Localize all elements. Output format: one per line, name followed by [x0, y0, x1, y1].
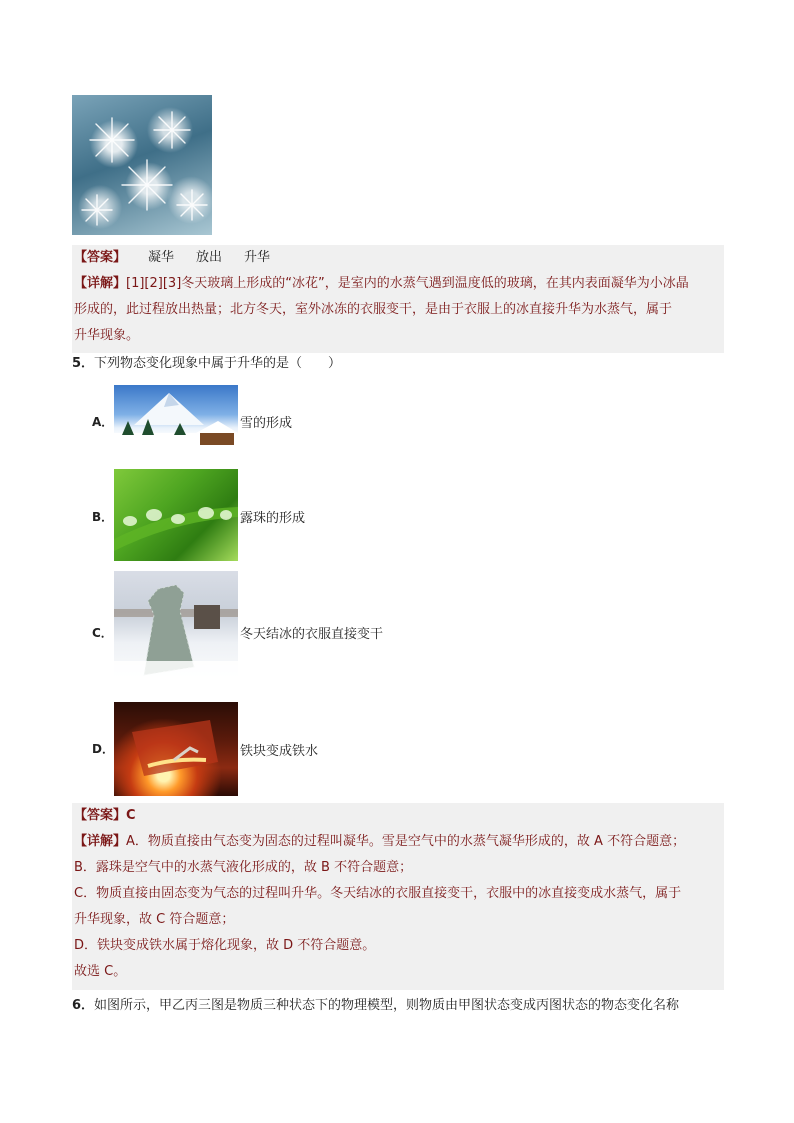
snow-house-image — [114, 385, 238, 459]
option-d-label[interactable]: D． — [92, 742, 114, 756]
q4-answer-1: 凝华 — [148, 250, 175, 265]
frozen-clothes-image — [114, 571, 238, 691]
q5-detail-line-2: B．露珠是空气中的水蒸气液化形成的，故 B 不符合题意； — [74, 860, 413, 875]
option-a-text: 雪的形成 — [240, 416, 293, 431]
q4-detail-line-2: 形成的，此过程放出热量；北方冬天，室外冰冻的衣服变干，是由于衣服上的冰直接升华为水蒸气，属于 — [74, 302, 673, 317]
option-b-label[interactable]: B． — [92, 510, 114, 524]
q4-answer-tag: 【答案】 — [74, 250, 127, 265]
q4-detail-tag: 【详解】 — [74, 276, 127, 291]
q4-answer-box — [72, 245, 724, 353]
frozen-shirt-icon — [114, 571, 238, 691]
q5-detail-line-4: 升华现象，故 C 符合题意； — [74, 912, 235, 927]
q5-answer-tag: 【答案】 — [74, 808, 127, 823]
q5-number: 5． — [72, 356, 95, 371]
q4-detail-line-1: 【详解】[1][2][3]冬天玻璃上形成的“冰花”，是室内的水蒸气遇到温度低的玻璃，在其内表面凝华为小冰晶 — [74, 276, 689, 291]
dew-drops-image — [114, 469, 238, 561]
q4-detail-line-3: 升华现象。 — [74, 328, 140, 343]
frost-flower-image — [72, 95, 212, 235]
molten-iron-image — [114, 702, 238, 796]
q5-stem: 5．下列物态变化现象中属于升华的是（ ） — [72, 356, 342, 371]
q5-detail-line-6: 故选 C。 — [74, 964, 127, 979]
q4-answer-line — [74, 245, 722, 271]
option-c-text: 冬天结冰的衣服直接变干 — [240, 627, 384, 642]
option-d-text: 铁块变成铁水 — [240, 744, 319, 759]
dew-leaf-icon — [114, 469, 238, 561]
q4-answer-2: 放出 — [196, 250, 223, 265]
q5-detail-line-1: 【详解】A．物质直接由气态变为固态的过程叫凝华。雪是空气中的水蒸气凝华形成的，故 A 不符合题意； — [74, 834, 686, 849]
q5-answer-box — [72, 803, 724, 990]
q6-stem: 6．如图所示，甲乙丙三图是物质三种状态下的物理模型，则物质由甲图状态变成丙图状态的物态变化名称 — [72, 998, 680, 1013]
frost-pattern-icon — [72, 95, 212, 235]
q5-answer-value: C — [126, 808, 136, 823]
q5-detail-tag: 【详解】 — [74, 834, 127, 849]
option-a-label[interactable]: A． — [92, 415, 114, 429]
q5-detail-line-5: D．铁块变成铁水属于熔化现象，故 D 不符合题意。 — [74, 938, 376, 953]
crucible-icon — [114, 702, 238, 796]
snow-mountain-icon — [114, 385, 238, 459]
option-c-label[interactable]: C． — [92, 626, 113, 640]
option-b-text: 露珠的形成 — [240, 511, 306, 526]
q5-detail-line-3: C．物质直接由固态变为气态的过程叫升华。冬天结冰的衣服直接变干，衣服中的冰直接变成水蒸气，属于 — [74, 886, 682, 901]
q4-answer-3: 升华 — [244, 250, 271, 265]
q6-number: 6． — [72, 998, 95, 1013]
q5-answer-line — [74, 803, 722, 829]
